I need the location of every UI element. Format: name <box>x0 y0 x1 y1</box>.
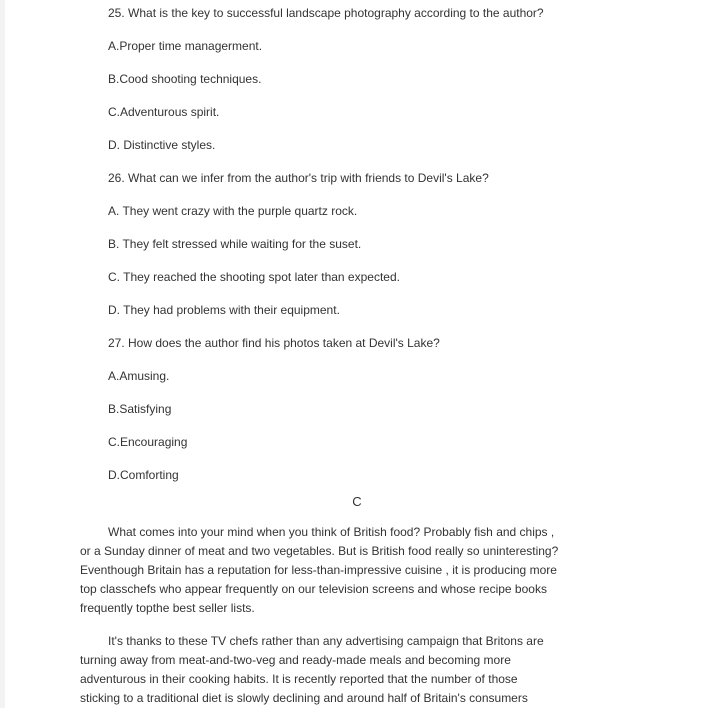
passage-line: turning away from meat-and-two-veg and ready-made meals and becoming more <box>80 653 511 667</box>
question-26: 26. What can we infer from the author's trip with friends to Devil's Lake? <box>108 171 489 185</box>
question-27-option-a: A.Amusing. <box>108 369 170 383</box>
passage-line: frequently topthe best seller lists. <box>80 601 255 615</box>
passage-block <box>80 523 680 708</box>
question-25-option-c: C.Adventurous spirit. <box>108 105 220 119</box>
passage-line: It's thanks to these TV chefs rather than any advertising campaign that Britons are <box>108 634 544 648</box>
question-26-option-d: D. They had problems with their equipment. <box>108 303 340 317</box>
passage-line: sticking to a traditional diet is slowly declining and around half of Britain's consumers <box>80 691 528 705</box>
question-block <box>108 0 698 492</box>
question-25: 25. What is the key to successful landscape photography according to the author? <box>108 6 544 20</box>
passage-line: What comes into your mind when you think of British food? Probably fish and chips , <box>108 525 555 539</box>
passage-line: or a Sunday dinner of meat and two vegetables. But is British food really so uninteresting? <box>80 544 559 558</box>
question-25-option-b: B.Cood shooting techniques. <box>108 72 262 86</box>
question-27-option-d: D.Comforting <box>108 468 179 482</box>
passage-paragraph-1 <box>80 523 680 618</box>
passage-line: top classchefs who appear frequently on our television screens and whose recipe books <box>80 582 547 596</box>
question-26-option-b: B. They felt stressed while waiting for the suset. <box>108 237 362 251</box>
page-left-edge <box>0 0 5 708</box>
passage-paragraph-2 <box>80 632 680 708</box>
question-25-option-d: D. Distinctive styles. <box>108 138 216 152</box>
question-27-option-b: B.Satisfying <box>108 402 172 416</box>
question-26-option-a: A. They went crazy with the purple quartz rock. <box>108 204 358 218</box>
question-27: 27. How does the author find his photos taken at Devil's Lake? <box>108 336 440 350</box>
question-26-option-c: C. They reached the shooting spot later than expected. <box>108 270 400 284</box>
passage-line: Eventhough Britain has a reputation for less-than-impressive cuisine , it is producing more <box>80 563 557 577</box>
passage-line: adventurous in their cooking habits. It is recently reported that the number of those <box>80 672 518 686</box>
section-c-heading: C <box>352 494 362 509</box>
question-27-option-c: C.Encouraging <box>108 435 188 449</box>
question-25-option-a: A.Proper time managerment. <box>108 39 263 53</box>
